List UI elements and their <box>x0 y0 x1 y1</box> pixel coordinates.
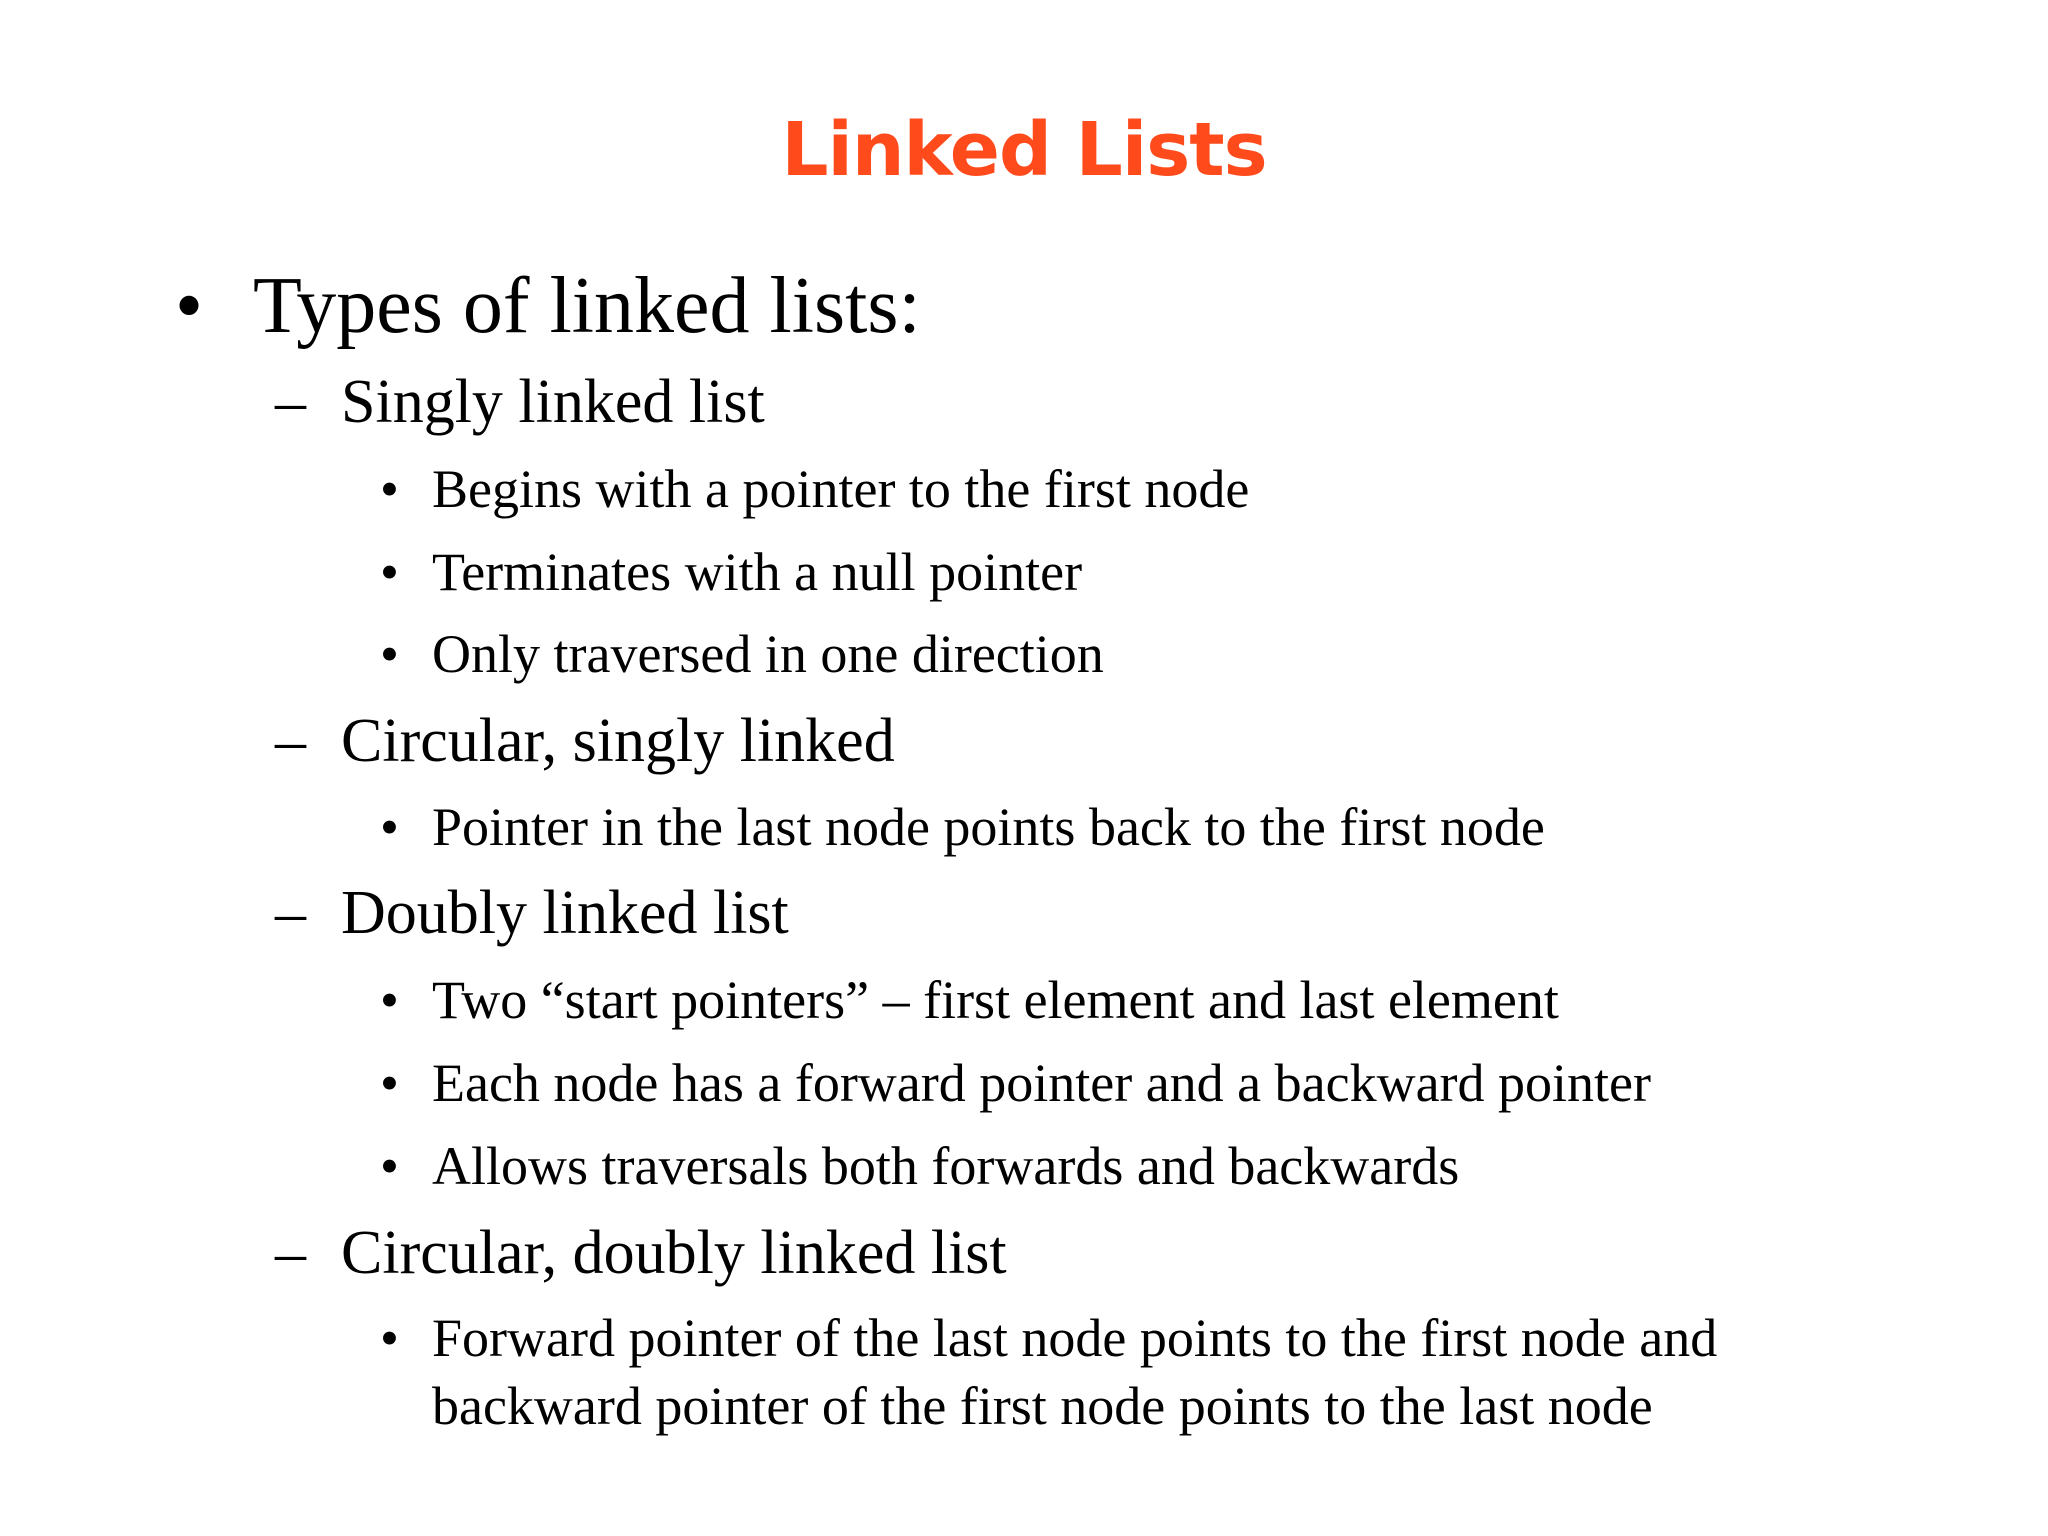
section-heading: Circular, doubly linked list <box>341 1219 1007 1287</box>
section-heading: Circular, singly linked <box>341 707 895 775</box>
dash-icon: – <box>275 879 306 947</box>
list-item-text: Begins with a pointer to the first node <box>432 459 1250 519</box>
list-item-text: Only traversed in one direction <box>432 624 1104 684</box>
bullet-icon: • <box>380 1053 399 1113</box>
section-heading: Singly linked list <box>341 368 765 436</box>
list-item-text: Allows traversals both forwards and backwards <box>432 1136 1460 1196</box>
dash-icon: – <box>275 368 306 436</box>
section-heading: Doubly linked list <box>341 879 789 947</box>
main-bullet-text: Types of linked lists: <box>253 262 921 350</box>
bullet-icon: • <box>380 970 399 1030</box>
bullet-icon: • <box>380 459 399 519</box>
bullet-icon: • <box>380 542 399 602</box>
slide-title: Linked Lists <box>781 107 1267 193</box>
list-item-text: Pointer in the last node points back to the first node <box>432 797 1545 857</box>
dash-icon: – <box>275 1219 306 1287</box>
bullet-icon: • <box>175 262 204 350</box>
list-item-text: Terminates with a null pointer <box>432 542 1083 602</box>
bullet-icon: • <box>380 1308 399 1368</box>
bullet-icon: • <box>380 624 399 684</box>
bullet-icon: • <box>380 797 399 857</box>
list-item-text: Two “start pointers” – first element and last element <box>432 970 1559 1030</box>
bullet-icon: • <box>380 1136 399 1196</box>
dash-icon: – <box>275 707 306 775</box>
list-item-text: Forward pointer of the last node points to the first node and backward pointer of the first node points to the last node <box>432 1308 1718 1436</box>
list-item-text: Each node has a forward pointer and a backward pointer <box>432 1053 1651 1113</box>
